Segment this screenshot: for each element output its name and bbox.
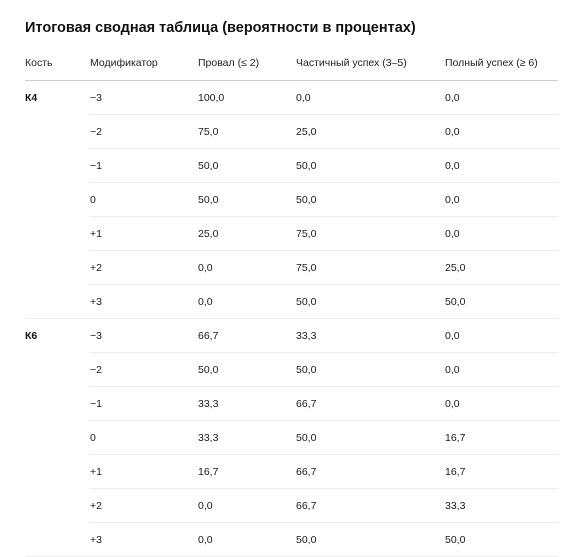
probability-table <box>25 52 558 557</box>
cell-full-success: 25,0 <box>445 250 558 284</box>
cell-partial-success: 75,0 <box>296 250 445 284</box>
cell-fail: 50,0 <box>198 148 296 182</box>
cell-modifier: +1 <box>90 216 198 250</box>
table-row <box>25 386 558 420</box>
table-row <box>25 284 558 318</box>
table-row <box>25 522 558 556</box>
cell-partial-success: 50,0 <box>296 522 445 556</box>
cell-full-success: 0,0 <box>445 386 558 420</box>
header-row <box>25 52 558 80</box>
cell-die <box>25 488 90 522</box>
cell-fail: 33,3 <box>198 386 296 420</box>
header-partial-success: Частичный успех (3–5) <box>296 52 445 80</box>
table-row <box>25 250 558 284</box>
cell-modifier: 0 <box>90 182 198 216</box>
cell-fail: 25,0 <box>198 216 296 250</box>
cell-fail: 0,0 <box>198 284 296 318</box>
cell-full-success: 0,0 <box>445 80 558 114</box>
table-row <box>25 318 558 352</box>
cell-die <box>25 114 90 148</box>
cell-fail: 75,0 <box>198 114 296 148</box>
cell-die <box>25 182 90 216</box>
table-header <box>25 52 558 80</box>
cell-partial-success: 0,0 <box>296 80 445 114</box>
header-modifier: Модификатор <box>90 52 198 80</box>
cell-full-success: 50,0 <box>445 284 558 318</box>
cell-die <box>25 284 90 318</box>
cell-full-success: 0,0 <box>445 114 558 148</box>
cell-partial-success: 50,0 <box>296 420 445 454</box>
summary-section <box>25 17 558 557</box>
cell-modifier: +2 <box>90 488 198 522</box>
table-row <box>25 114 558 148</box>
cell-die <box>25 454 90 488</box>
cell-modifier: −2 <box>90 114 198 148</box>
cell-modifier: −3 <box>90 318 198 352</box>
cell-full-success: 16,7 <box>445 420 558 454</box>
cell-die <box>25 352 90 386</box>
table-row <box>25 216 558 250</box>
cell-fail: 100,0 <box>198 80 296 114</box>
table-row <box>25 488 558 522</box>
cell-modifier: −1 <box>90 386 198 420</box>
cell-modifier: −2 <box>90 352 198 386</box>
cell-full-success: 0,0 <box>445 318 558 352</box>
header-die: Кость <box>25 52 90 80</box>
cell-partial-success: 50,0 <box>296 352 445 386</box>
cell-modifier: −3 <box>90 80 198 114</box>
table-row <box>25 352 558 386</box>
cell-die <box>25 386 90 420</box>
cell-modifier: +2 <box>90 250 198 284</box>
cell-fail: 0,0 <box>198 522 296 556</box>
table-row <box>25 454 558 488</box>
cell-fail: 50,0 <box>198 352 296 386</box>
cell-die: К6 <box>25 330 38 343</box>
cell-partial-success: 75,0 <box>296 216 445 250</box>
cell-die <box>25 216 90 250</box>
cell-partial-success: 50,0 <box>296 284 445 318</box>
cell-modifier: +3 <box>90 284 198 318</box>
table-body <box>25 80 558 556</box>
cell-modifier: −1 <box>90 148 198 182</box>
cell-full-success: 16,7 <box>445 454 558 488</box>
cell-die: К4 <box>25 92 38 105</box>
cell-partial-success: 66,7 <box>296 454 445 488</box>
table-row <box>25 80 558 114</box>
cell-full-success: 0,0 <box>445 352 558 386</box>
table-title: Итоговая сводная таблица (вероятности в процентах) <box>25 20 416 36</box>
table-row <box>25 148 558 182</box>
cell-die <box>25 420 90 454</box>
cell-modifier: +3 <box>90 522 198 556</box>
cell-fail: 50,0 <box>198 182 296 216</box>
header-fail: Провал (≤ 2) <box>198 52 296 80</box>
cell-die <box>25 250 90 284</box>
cell-partial-success: 25,0 <box>296 114 445 148</box>
cell-full-success: 0,0 <box>445 148 558 182</box>
cell-full-success: 50,0 <box>445 522 558 556</box>
cell-partial-success: 50,0 <box>296 148 445 182</box>
cell-modifier: 0 <box>90 420 198 454</box>
cell-full-success: 0,0 <box>445 182 558 216</box>
header-full-success: Полный успех (≥ 6) <box>445 52 558 80</box>
cell-partial-success: 33,3 <box>296 318 445 352</box>
cell-fail: 66,7 <box>198 318 296 352</box>
cell-fail: 16,7 <box>198 454 296 488</box>
cell-die <box>25 148 90 182</box>
cell-full-success: 0,0 <box>445 216 558 250</box>
cell-fail: 33,3 <box>198 420 296 454</box>
table-row <box>25 420 558 454</box>
cell-full-success: 33,3 <box>445 488 558 522</box>
cell-fail: 0,0 <box>198 488 296 522</box>
cell-fail: 0,0 <box>198 250 296 284</box>
cell-partial-success: 66,7 <box>296 386 445 420</box>
cell-modifier: +1 <box>90 454 198 488</box>
cell-partial-success: 50,0 <box>296 182 445 216</box>
cell-die <box>25 522 90 556</box>
cell-partial-success: 66,7 <box>296 488 445 522</box>
table-row <box>25 182 558 216</box>
